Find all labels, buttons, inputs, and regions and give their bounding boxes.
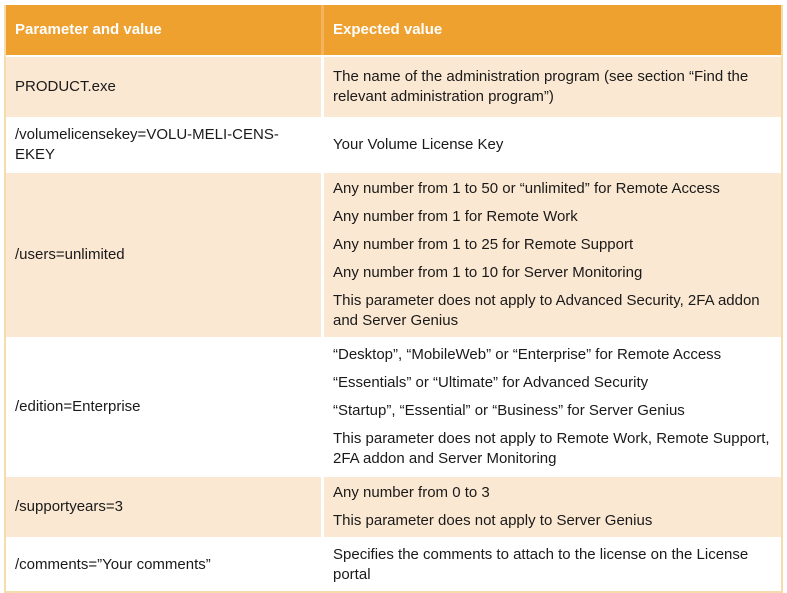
expected-line: This parameter does not apply to Remote Work, Remote Support, 2FA addon and Server Monitoring xyxy=(333,430,770,467)
expected-line: The name of the administration program (see section “Find the relevant administration program”) xyxy=(333,68,749,105)
param-cell xyxy=(6,119,321,171)
expected-cell xyxy=(324,119,781,171)
param-value: /users=unlimited xyxy=(15,246,125,263)
param-value: /supportyears=3 xyxy=(15,498,123,515)
table-header-row xyxy=(6,5,781,55)
param-value: PRODUCT.exe xyxy=(15,78,116,95)
header-parameter-and-value: Parameter and value xyxy=(15,21,162,38)
param-value: /comments=”Your comments” xyxy=(15,556,211,573)
expected-cell xyxy=(324,173,781,337)
expected-line: Specifies the comments to attach to the license on the License portal xyxy=(333,546,749,583)
expected-line: “Startup”, “Essential” or “Business” for Server Genius xyxy=(333,402,685,419)
table-body xyxy=(6,57,781,591)
param-cell xyxy=(6,339,321,475)
expected-line: Any number from 1 to 10 for Server Monitoring xyxy=(333,264,643,281)
expected-line: “Essentials” or “Ultimate” for Advanced Security xyxy=(333,374,649,391)
table-row xyxy=(6,339,781,475)
param-cell xyxy=(6,539,321,591)
expected-line: Any number from 1 to 25 for Remote Support xyxy=(333,236,634,253)
param-cell xyxy=(6,477,321,537)
table-row xyxy=(6,477,781,537)
expected-line: Your Volume License Key xyxy=(333,136,504,153)
param-cell xyxy=(6,173,321,337)
expected-line: Any number from 1 for Remote Work xyxy=(333,208,578,225)
table-row xyxy=(6,57,781,117)
table-row xyxy=(6,119,781,171)
expected-cell xyxy=(324,339,781,475)
expected-line: Any number from 1 to 50 or “unlimited” for Remote Access xyxy=(333,180,720,197)
expected-cell xyxy=(324,57,781,117)
table-row xyxy=(6,539,781,591)
license-parameters-table xyxy=(4,5,783,593)
header-expected-value: Expected value xyxy=(333,21,443,38)
param-value: /volumelicensekey=VOLU-MELI-CENS-EKEY xyxy=(15,126,279,163)
expected-line: This parameter does not apply to Server Genius xyxy=(333,512,653,529)
param-cell xyxy=(6,57,321,117)
table-row xyxy=(6,173,781,337)
expected-line: Any number from 0 to 3 xyxy=(333,484,490,501)
param-value: /edition=Enterprise xyxy=(15,398,141,415)
expected-line: This parameter does not apply to Advanced Security, 2FA addon and Server Genius xyxy=(333,292,760,329)
expected-line: “Desktop”, “MobileWeb” or “Enterprise” for Remote Access xyxy=(333,346,722,363)
expected-cell xyxy=(324,539,781,591)
expected-cell xyxy=(324,477,781,537)
